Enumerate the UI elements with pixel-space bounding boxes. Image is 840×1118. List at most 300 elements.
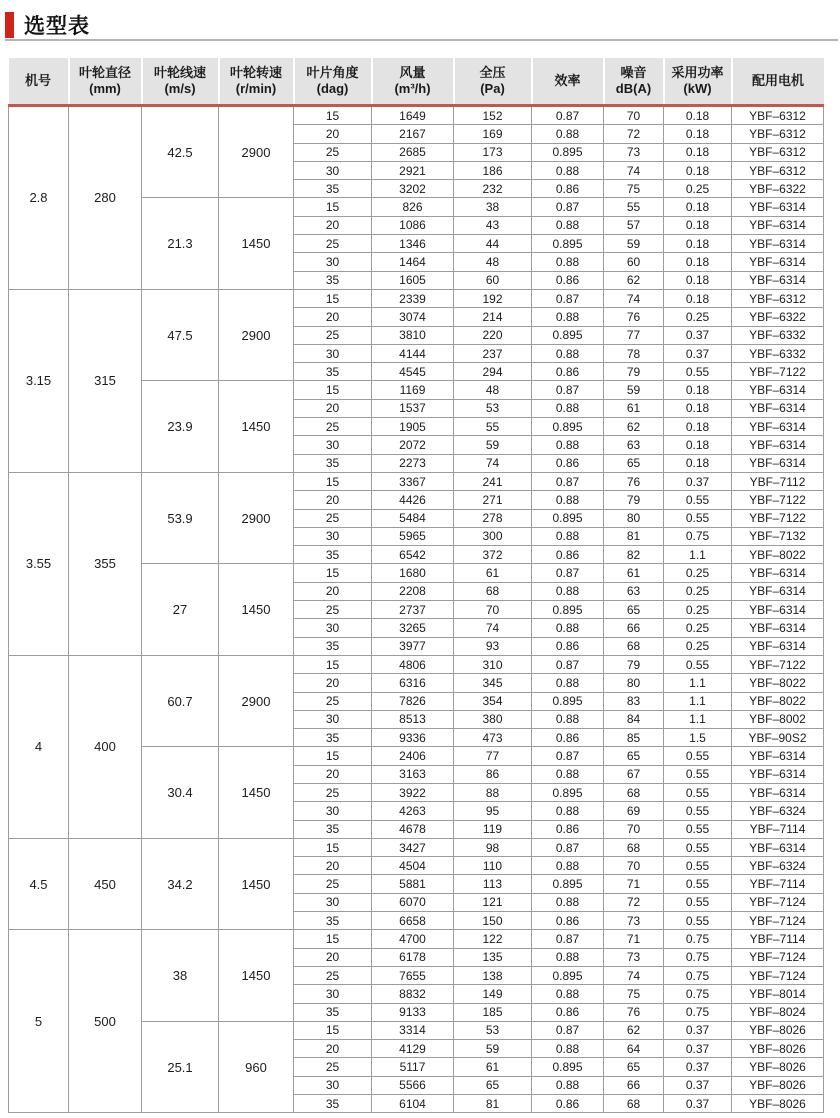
motor-cell: YBF–7122 [732,363,824,381]
pressure-cell: 65 [454,1076,532,1094]
efficiency-cell: 0.86 [532,820,604,838]
column-header-power: 采用功率 (kW) [664,58,732,106]
power-cell: 0.75 [664,930,732,948]
motor-cell: YBF–6314 [732,235,824,253]
efficiency-cell: 0.87 [532,106,604,125]
blade-angle-cell: 35 [294,729,372,747]
noise-cell: 80 [604,509,664,527]
blade-angle-cell: 15 [294,381,372,399]
air-volume-cell: 5566 [372,1076,454,1094]
blade-angle-cell: 20 [294,308,372,326]
noise-cell: 76 [604,472,664,490]
power-cell: 0.18 [664,436,732,454]
power-cell: 0.18 [664,143,732,161]
model-cell: 2.8 [9,106,69,290]
efficiency-cell: 0.87 [532,655,604,673]
pressure-cell: 473 [454,729,532,747]
pressure-cell: 38 [454,198,532,216]
linear-speed-cell: 38 [142,930,219,1021]
blade-angle-cell: 35 [294,820,372,838]
efficiency-cell: 0.86 [532,1095,604,1113]
air-volume-cell: 2921 [372,161,454,179]
noise-cell: 60 [604,253,664,271]
diameter-cell: 450 [69,838,142,929]
efficiency-cell: 0.88 [532,857,604,875]
noise-cell: 84 [604,710,664,728]
motor-cell: YBF–6314 [732,783,824,801]
efficiency-cell: 0.88 [532,582,604,600]
air-volume-cell: 5117 [372,1058,454,1076]
power-cell: 0.55 [664,893,732,911]
efficiency-cell: 0.87 [532,747,604,765]
air-volume-cell: 2208 [372,582,454,600]
rpm-cell: 1450 [219,198,294,289]
noise-cell: 76 [604,1003,664,1021]
rpm-cell: 2900 [219,472,294,563]
blade-angle-cell: 15 [294,1021,372,1039]
linear-speed-cell: 53.9 [142,472,219,563]
noise-cell: 68 [604,783,664,801]
noise-cell: 85 [604,729,664,747]
power-cell: 0.55 [664,655,732,673]
efficiency-cell: 0.86 [532,363,604,381]
efficiency-cell: 0.87 [532,198,604,216]
blade-angle-cell: 15 [294,930,372,948]
power-cell: 0.75 [664,948,732,966]
efficiency-cell: 0.87 [532,1021,604,1039]
blade-angle-cell: 15 [294,747,372,765]
rpm-cell: 2900 [219,655,294,746]
efficiency-cell: 0.87 [532,930,604,948]
pressure-cell: 192 [454,289,532,307]
efficiency-cell: 0.86 [532,180,604,198]
air-volume-cell: 3202 [372,180,454,198]
selection-table [8,58,824,1113]
power-cell: 0.37 [664,344,732,362]
noise-cell: 73 [604,143,664,161]
noise-cell: 55 [604,198,664,216]
blade-angle-cell: 15 [294,289,372,307]
air-volume-cell: 2072 [372,436,454,454]
blade-angle-cell: 20 [294,491,372,509]
pressure-cell: 53 [454,1021,532,1039]
linear-speed-cell: 42.5 [142,106,219,198]
motor-cell: YBF–6312 [732,143,824,161]
blade-angle-cell: 15 [294,564,372,582]
motor-cell: YBF–6312 [732,161,824,179]
motor-cell: YBF–6314 [732,619,824,637]
air-volume-cell: 3074 [372,308,454,326]
noise-cell: 57 [604,216,664,234]
motor-cell: YBF–7124 [732,948,824,966]
blade-angle-cell: 30 [294,161,372,179]
column-header-motor: 配用电机 [732,58,824,106]
pressure-cell: 150 [454,912,532,930]
efficiency-cell: 0.88 [532,619,604,637]
motor-cell: YBF–6332 [732,344,824,362]
air-volume-cell: 6658 [372,912,454,930]
blade-angle-cell: 20 [294,216,372,234]
noise-cell: 59 [604,381,664,399]
power-cell: 0.55 [664,783,732,801]
blade-angle-cell: 30 [294,710,372,728]
power-cell: 0.37 [664,1040,732,1058]
noise-cell: 61 [604,564,664,582]
efficiency-cell: 0.86 [532,912,604,930]
pressure-cell: 88 [454,783,532,801]
air-volume-cell: 4129 [372,1040,454,1058]
noise-cell: 75 [604,180,664,198]
pressure-cell: 48 [454,253,532,271]
pressure-cell: 61 [454,564,532,582]
air-volume-cell: 1086 [372,216,454,234]
power-cell: 0.75 [664,966,732,984]
noise-cell: 74 [604,289,664,307]
noise-cell: 75 [604,985,664,1003]
noise-cell: 68 [604,637,664,655]
air-volume-cell: 4545 [372,363,454,381]
noise-cell: 76 [604,308,664,326]
motor-cell: YBF–8026 [732,1058,824,1076]
pressure-cell: 237 [454,344,532,362]
blade-angle-cell: 25 [294,692,372,710]
noise-cell: 74 [604,966,664,984]
power-cell: 0.55 [664,820,732,838]
noise-cell: 79 [604,363,664,381]
blade-angle-cell: 25 [294,601,372,619]
pressure-cell: 300 [454,527,532,545]
blade-angle-cell: 25 [294,509,372,527]
air-volume-cell: 3977 [372,637,454,655]
air-volume-cell: 4700 [372,930,454,948]
blade-angle-cell: 25 [294,875,372,893]
efficiency-cell: 0.895 [532,418,604,436]
air-volume-cell: 7826 [372,692,454,710]
air-volume-cell: 1346 [372,235,454,253]
pressure-cell: 220 [454,326,532,344]
motor-cell: YBF–6322 [732,180,824,198]
air-volume-cell: 3810 [372,326,454,344]
pressure-cell: 380 [454,710,532,728]
noise-cell: 71 [604,930,664,948]
diameter-cell: 280 [69,106,142,290]
power-cell: 1.1 [664,674,732,692]
air-volume-cell: 2273 [372,454,454,472]
pressure-cell: 169 [454,125,532,143]
noise-cell: 66 [604,1076,664,1094]
air-volume-cell: 6542 [372,546,454,564]
linear-speed-cell: 27 [142,564,219,655]
linear-speed-cell: 47.5 [142,289,219,380]
pressure-cell: 68 [454,582,532,600]
noise-cell: 68 [604,1095,664,1113]
table-header-row [9,58,824,106]
efficiency-cell: 0.86 [532,454,604,472]
noise-cell: 68 [604,838,664,856]
noise-cell: 73 [604,912,664,930]
power-cell: 0.18 [664,235,732,253]
air-volume-cell: 4144 [372,344,454,362]
pressure-cell: 43 [454,216,532,234]
efficiency-cell: 0.88 [532,765,604,783]
blade-angle-cell: 25 [294,418,372,436]
power-cell: 1.1 [664,710,732,728]
pressure-cell: 138 [454,966,532,984]
efficiency-cell: 0.86 [532,1003,604,1021]
rpm-cell: 960 [219,1021,294,1112]
efficiency-cell: 0.895 [532,143,604,161]
model-cell: 3.15 [9,289,69,472]
blade-angle-cell: 15 [294,838,372,856]
pressure-cell: 173 [454,143,532,161]
pressure-cell: 59 [454,436,532,454]
power-cell: 0.18 [664,198,732,216]
noise-cell: 70 [604,820,664,838]
motor-cell: YBF–6314 [732,564,824,582]
efficiency-cell: 0.895 [532,235,604,253]
efficiency-cell: 0.86 [532,637,604,655]
efficiency-cell: 0.88 [532,436,604,454]
column-header-linear-speed: 叶轮线速 (m/s) [142,58,219,106]
blade-angle-cell: 35 [294,546,372,564]
noise-cell: 78 [604,344,664,362]
rpm-cell: 1450 [219,564,294,655]
blade-angle-cell: 25 [294,1058,372,1076]
power-cell: 0.37 [664,1095,732,1113]
diameter-cell: 500 [69,930,142,1113]
blade-angle-cell: 15 [294,106,372,125]
air-volume-cell: 6316 [372,674,454,692]
motor-cell: YBF–6314 [732,436,824,454]
air-volume-cell: 1537 [372,399,454,417]
motor-cell: YBF–7122 [732,509,824,527]
blade-angle-cell: 30 [294,619,372,637]
blade-angle-cell: 30 [294,527,372,545]
linear-speed-cell: 30.4 [142,747,219,838]
table-row [9,472,824,490]
motor-cell: YBF–6314 [732,399,824,417]
rpm-cell: 1450 [219,381,294,472]
air-volume-cell: 6104 [372,1095,454,1113]
power-cell: 0.18 [664,106,732,125]
noise-cell: 62 [604,418,664,436]
efficiency-cell: 0.86 [532,729,604,747]
blade-angle-cell: 20 [294,674,372,692]
power-cell: 0.18 [664,381,732,399]
power-cell: 0.37 [664,326,732,344]
blade-angle-cell: 30 [294,253,372,271]
power-cell: 0.25 [664,308,732,326]
power-cell: 0.18 [664,253,732,271]
air-volume-cell: 7655 [372,966,454,984]
efficiency-cell: 0.88 [532,802,604,820]
power-cell: 0.55 [664,363,732,381]
noise-cell: 82 [604,546,664,564]
title-divider [5,39,838,41]
air-volume-cell: 3265 [372,619,454,637]
air-volume-cell: 3922 [372,783,454,801]
efficiency-cell: 0.87 [532,838,604,856]
column-header-pressure: 全压 (Pa) [454,58,532,106]
power-cell: 1.1 [664,546,732,564]
air-volume-cell: 9133 [372,1003,454,1021]
motor-cell: YBF–8026 [732,1021,824,1039]
motor-cell: YBF–8002 [732,710,824,728]
page-title: 选型表 [24,14,90,38]
diameter-cell: 315 [69,289,142,472]
motor-cell: YBF–8026 [732,1040,824,1058]
noise-cell: 81 [604,527,664,545]
efficiency-cell: 0.88 [532,125,604,143]
blade-angle-cell: 30 [294,893,372,911]
power-cell: 0.37 [664,472,732,490]
rpm-cell: 1450 [219,930,294,1021]
table-row [9,930,824,948]
column-header-noise: 噪音 dB(A) [604,58,664,106]
pressure-cell: 271 [454,491,532,509]
column-header-air-volume: 风量 (m³/h) [372,58,454,106]
air-volume-cell: 4806 [372,655,454,673]
model-cell: 4.5 [9,838,69,929]
motor-cell: YBF–6314 [732,198,824,216]
pressure-cell: 241 [454,472,532,490]
air-volume-cell: 4678 [372,820,454,838]
power-cell: 0.18 [664,161,732,179]
linear-speed-cell: 23.9 [142,381,219,472]
blade-angle-cell: 25 [294,326,372,344]
motor-cell: YBF–6324 [732,857,824,875]
blade-angle-cell: 30 [294,985,372,1003]
power-cell: 0.25 [664,619,732,637]
blade-angle-cell: 35 [294,454,372,472]
diameter-cell: 355 [69,472,142,655]
pressure-cell: 86 [454,765,532,783]
model-cell: 4 [9,655,69,838]
rpm-cell: 1450 [219,838,294,929]
efficiency-cell: 0.88 [532,1076,604,1094]
power-cell: 0.25 [664,601,732,619]
motor-cell: YBF–8022 [732,692,824,710]
pressure-cell: 98 [454,838,532,856]
motor-cell: YBF–6314 [732,838,824,856]
pressure-cell: 185 [454,1003,532,1021]
noise-cell: 66 [604,619,664,637]
power-cell: 0.25 [664,637,732,655]
motor-cell: YBF–7114 [732,875,824,893]
motor-cell: YBF–8014 [732,985,824,1003]
noise-cell: 62 [604,271,664,289]
pressure-cell: 77 [454,747,532,765]
motor-cell: YBF–6314 [732,601,824,619]
table-row [9,655,824,673]
noise-cell: 71 [604,875,664,893]
blade-angle-cell: 20 [294,765,372,783]
air-volume-cell: 3314 [372,1021,454,1039]
noise-cell: 83 [604,692,664,710]
air-volume-cell: 1169 [372,381,454,399]
power-cell: 0.55 [664,491,732,509]
power-cell: 0.55 [664,857,732,875]
air-volume-cell: 1649 [372,106,454,125]
motor-cell: YBF–7124 [732,966,824,984]
noise-cell: 73 [604,948,664,966]
air-volume-cell: 6070 [372,893,454,911]
pressure-cell: 70 [454,601,532,619]
motor-cell: YBF–7114 [732,930,824,948]
power-cell: 0.25 [664,582,732,600]
efficiency-cell: 0.88 [532,216,604,234]
table-row [9,289,824,307]
air-volume-cell: 5484 [372,509,454,527]
air-volume-cell: 2685 [372,143,454,161]
power-cell: 0.55 [664,747,732,765]
motor-cell: YBF–6314 [732,582,824,600]
blade-angle-cell: 35 [294,180,372,198]
pressure-cell: 44 [454,235,532,253]
title-block [0,0,840,41]
pressure-cell: 74 [454,619,532,637]
blade-angle-cell: 25 [294,783,372,801]
noise-cell: 63 [604,582,664,600]
motor-cell: YBF–7124 [732,893,824,911]
rpm-cell: 1450 [219,747,294,838]
model-cell: 5 [9,930,69,1113]
power-cell: 0.55 [664,838,732,856]
noise-cell: 65 [604,1058,664,1076]
table-row [9,838,824,856]
efficiency-cell: 0.88 [532,308,604,326]
blade-angle-cell: 35 [294,1003,372,1021]
blade-angle-cell: 30 [294,436,372,454]
rpm-cell: 2900 [219,106,294,198]
blade-angle-cell: 20 [294,582,372,600]
pressure-cell: 232 [454,180,532,198]
motor-cell: YBF–7122 [732,491,824,509]
efficiency-cell: 0.88 [532,948,604,966]
motor-cell: YBF–8022 [732,546,824,564]
power-cell: 0.18 [664,399,732,417]
pressure-cell: 354 [454,692,532,710]
air-volume-cell: 1905 [372,418,454,436]
blade-angle-cell: 35 [294,1095,372,1113]
power-cell: 0.55 [664,875,732,893]
air-volume-cell: 2406 [372,747,454,765]
noise-cell: 72 [604,893,664,911]
noise-cell: 72 [604,125,664,143]
air-volume-cell: 8513 [372,710,454,728]
power-cell: 0.75 [664,1003,732,1021]
blade-angle-cell: 20 [294,948,372,966]
column-header-efficiency: 效率 [532,58,604,106]
noise-cell: 67 [604,765,664,783]
air-volume-cell: 4504 [372,857,454,875]
efficiency-cell: 0.88 [532,527,604,545]
motor-cell: YBF–6314 [732,765,824,783]
efficiency-cell: 0.895 [532,1058,604,1076]
air-volume-cell: 3367 [372,472,454,490]
efficiency-cell: 0.88 [532,161,604,179]
motor-cell: YBF–6314 [732,216,824,234]
motor-cell: YBF–6322 [732,308,824,326]
efficiency-cell: 0.895 [532,601,604,619]
pressure-cell: 310 [454,655,532,673]
table-row [9,106,824,125]
pressure-cell: 60 [454,271,532,289]
efficiency-cell: 0.88 [532,1040,604,1058]
pressure-cell: 345 [454,674,532,692]
motor-cell: YBF–6314 [732,381,824,399]
blade-angle-cell: 35 [294,271,372,289]
